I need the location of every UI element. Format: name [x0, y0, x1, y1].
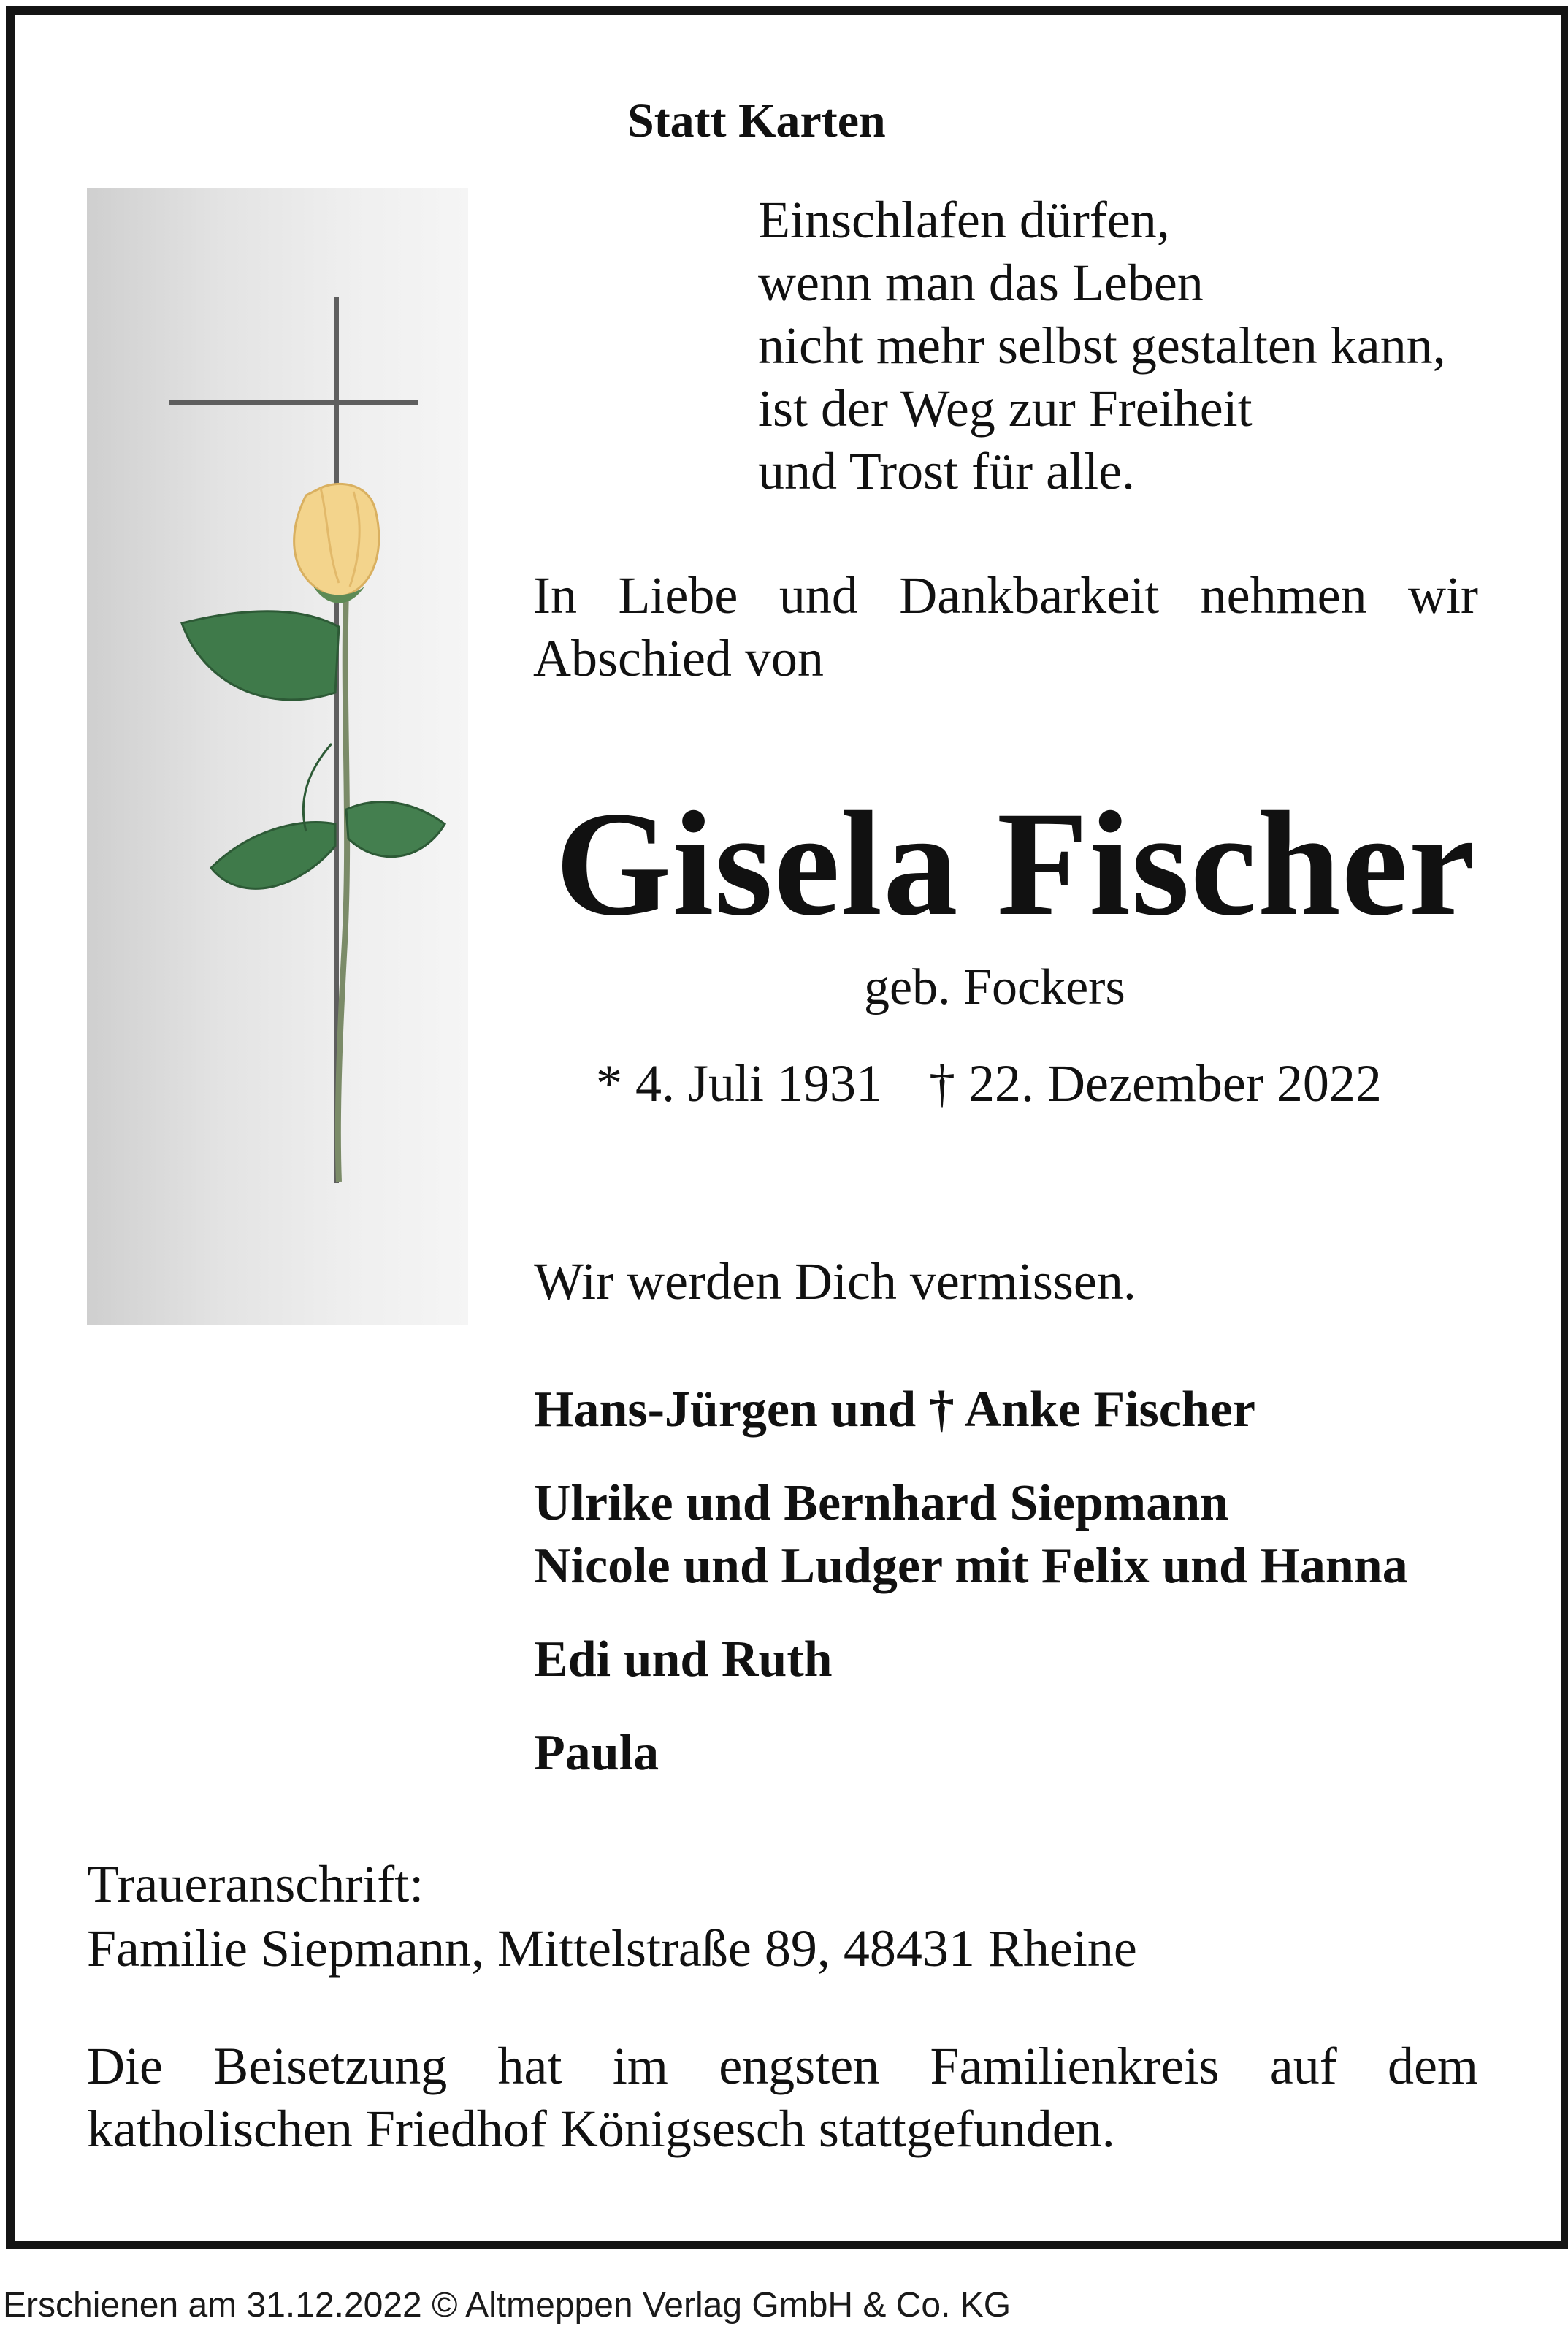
mourner-line: Edi und Ruth: [534, 1631, 833, 1688]
poem-line: wenn man das Leben: [758, 254, 1204, 312]
burial-line-1: Die Beisetzung hat im engsten Familienkreis auf dem: [87, 2037, 1478, 2095]
cross-icon: [169, 297, 418, 1183]
mourner-line: Nicole und Ludger mit Felix und Hanna: [534, 1538, 1408, 1594]
mourner-line: Hans-Jürgen und † Anke Fischer: [534, 1381, 1255, 1438]
header-statt-karten: Statt Karten: [627, 94, 886, 148]
farewell-text: Wir werden Dich vermissen.: [534, 1252, 1136, 1311]
address-value: Familie Siepmann, Mittelstraße 89, 48431 Rheine: [87, 1919, 1137, 1978]
death-date: † 22. Dezember 2022: [929, 1054, 1382, 1113]
intro-line-1: In Liebe und Dankbarkeit nehmen wir: [533, 566, 1478, 625]
poem-line: nicht mehr selbst gestalten kann,: [758, 316, 1446, 375]
mourning-address: [87, 1852, 1137, 1981]
burial-notice: [87, 2035, 1478, 2160]
cross-rose-image: [87, 188, 468, 1325]
intro-text: [533, 564, 1478, 690]
maiden-name: geb. Fockers: [864, 959, 1125, 1015]
mourner-line: Paula: [534, 1725, 659, 1781]
deceased-name: Gisela Fischer: [555, 781, 1476, 947]
mourner-line: Ulrike und Bernhard Siepmann: [534, 1475, 1229, 1531]
poem-line: Einschlafen dürfen,: [758, 191, 1170, 249]
poem-line: und Trost für alle.: [758, 442, 1136, 500]
birth-date: * 4. Juli 1931: [596, 1054, 883, 1113]
intro-line-2: Abschied von: [533, 629, 824, 687]
burial-line-2: katholischen Friedhof Königsesch stattgefunden.: [87, 2100, 1115, 2158]
poem: [758, 188, 1446, 503]
life-dates: [596, 1053, 1382, 1114]
cross-rose-illustration: [87, 188, 468, 1325]
address-label: Traueranschrift:: [87, 1855, 424, 1913]
rose-icon: [182, 484, 445, 1182]
poem-line: ist der Weg zur Freiheit: [758, 379, 1253, 438]
publication-footer: Erschienen am 31.12.2022 © Altmeppen Verlag GmbH & Co. KG: [3, 2286, 1011, 2325]
